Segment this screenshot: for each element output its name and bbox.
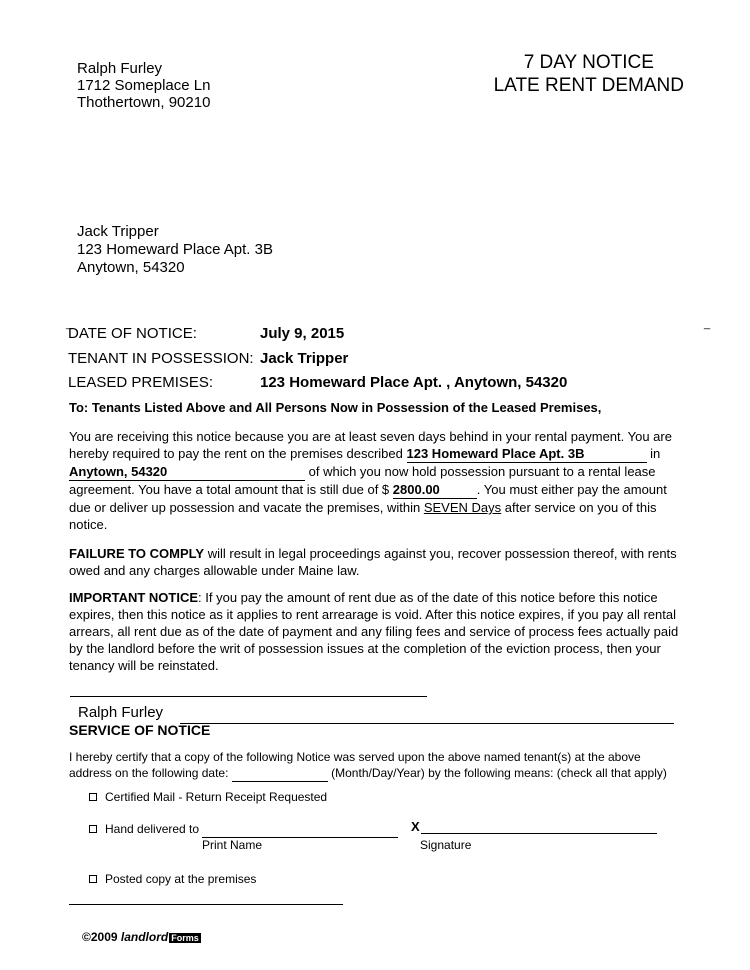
option-posted-copy[interactable] (89, 871, 256, 887)
tenant-label: TENANT IN POSSESSION: (68, 350, 254, 367)
copyright-footer (82, 930, 201, 944)
landlord-signature-line[interactable] (70, 696, 427, 697)
landlord-name: Ralph Furley (78, 704, 164, 721)
premises-value: 123 Homeward Place Apt. , Anytown, 54320 (260, 374, 568, 391)
p1-text-a: You are receiving this notice because you are at least seven days behind in your rental payment. You are hereby required to pay the rent on the premises described (69, 429, 672, 461)
recipient-street: 123 Homeward Place Apt. 3B (77, 241, 273, 258)
p2-rest: will result in legal proceedings against you, recover possession thereof, with rents owed and any charges allowable under Maine law. (69, 546, 677, 578)
p1-text-c: . You must either pay the amount due or deliver up possession and vacate the premises, within (69, 482, 667, 515)
p3-rest: : If you pay the amount of rent due as of the date of this notice before this notice expires, then this notice as it applies to rent arrearage is void. After this notice expires, if you pay all rental arrears, all rent due as of the date of payment and any filing fees and service of process fees actually paid by the landlord before the writ of possession issues at the completion of the eviction process, then your tenancy will be reinstated. (69, 590, 679, 673)
sender-city-zip: Thothertown, 90210 (77, 94, 211, 111)
service-heading: SERVICE OF NOTICE (69, 722, 211, 738)
tenant-value: Jack Tripper (260, 350, 349, 367)
sender-street: 1712 Someplace Ln (77, 77, 211, 94)
notice-title (494, 51, 684, 97)
p3-bold: IMPORTANT NOTICE (69, 590, 199, 605)
option-hand-delivered[interactable] (89, 821, 398, 838)
p1-premises-field: 123 Homeward Place Apt. 3B (407, 445, 647, 463)
signature-x-mark: X (411, 819, 420, 834)
paragraph-rent-demand (69, 428, 681, 533)
date-label: DATE OF NOTICE: (68, 325, 197, 342)
checkbox-hand-delivered[interactable] (89, 825, 97, 833)
p1-days: SEVEN Days (423, 500, 502, 515)
p2-bold: FAILURE TO COMPLY (69, 546, 205, 561)
notice-title-line2: LATE RENT DEMAND (493, 75, 684, 96)
certify-text-a: address on the following date: (69, 766, 229, 780)
p1-text-d: after service on you of this notice. (69, 500, 657, 532)
service-date-field[interactable] (232, 765, 328, 782)
option-certified-mail-label: Certified Mail - Return Receipt Requested (105, 790, 328, 804)
certify-line-2 (69, 765, 667, 782)
date-value: July 9, 2015 (260, 325, 345, 342)
paragraph-failure-to-comply (69, 545, 681, 579)
recipient-address (77, 223, 273, 277)
sender-name: Ralph Furley (77, 60, 163, 77)
signature-field[interactable] (421, 833, 657, 834)
premises-label: LEASED PREMISES: (68, 374, 214, 391)
option-posted-copy-label: Posted copy at the premises (105, 872, 257, 886)
margin-mark-right: _ (704, 318, 711, 330)
certify-line-1: I hereby certify that a copy of the following Notice was served upon the above named tenant(s) at the above (69, 750, 641, 764)
option-hand-delivered-label: Hand delivered to (105, 822, 200, 836)
brand-logo-text: landlord (120, 930, 169, 944)
p1-text-b: of which you now hold possession pursuant to a rental lease agreement. You have a total amount that is still due of $ (69, 464, 656, 497)
sender-address (77, 60, 210, 111)
certify-text-b: (Month/Day/Year) by the following means: (check all that apply) (331, 766, 667, 780)
signature-label: Signature (420, 838, 472, 852)
checkbox-certified-mail[interactable] (89, 793, 97, 801)
salutation: To: Tenants Listed Above and All Persons Now in Possession of the Leased Premises, (69, 400, 602, 415)
print-name-label: Print Name (202, 838, 263, 852)
paragraph-important-notice (69, 589, 681, 674)
margin-mark-left: _ (66, 318, 73, 330)
recipient-name: Jack Tripper (77, 223, 159, 240)
checkbox-posted-copy[interactable] (89, 875, 97, 883)
brand-logo-box: Forms (171, 933, 199, 943)
print-name-field[interactable] (202, 821, 398, 838)
recipient-city-zip: Anytown, 54320 (77, 259, 185, 276)
p1-amount-field: 2800.00 (393, 481, 477, 499)
p1-city-field: Anytown, 54320 (69, 463, 305, 481)
p1-in: in (650, 446, 661, 461)
service-heading-rule (180, 723, 674, 724)
copyright-text: ©2009 (82, 930, 118, 944)
footer-rule (69, 904, 343, 905)
option-certified-mail[interactable] (89, 789, 327, 805)
notice-title-line1: 7 DAY NOTICE (523, 52, 654, 73)
